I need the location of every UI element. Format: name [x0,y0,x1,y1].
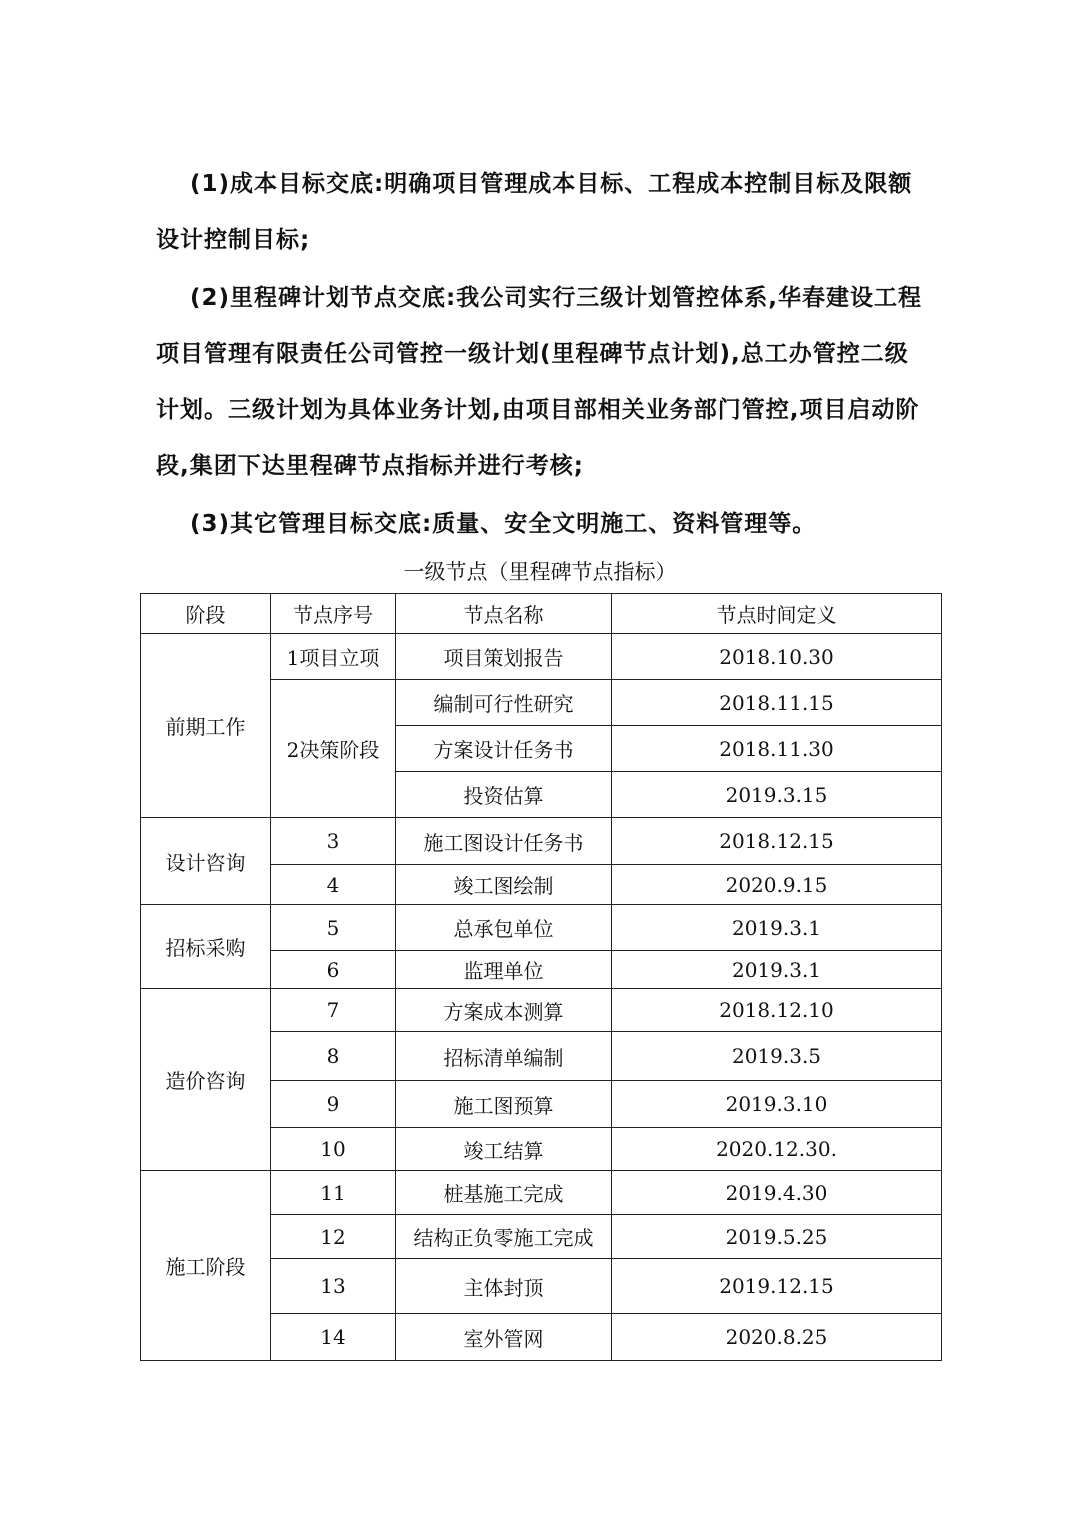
name-cell: 竣工结算 [396,1128,612,1171]
name-cell: 编制可行性研究 [396,680,612,726]
seq-cell: 7 [271,989,396,1032]
date-cell: 2020.12.30. [612,1128,942,1171]
stage-cell: 造价咨询 [141,989,271,1171]
table-caption: 一级节点（里程碑节点指标） [403,560,677,584]
date-cell: 2019.5.25 [612,1215,942,1259]
name-cell: 招标清单编制 [396,1032,612,1081]
paragraph-other-targets: (3)其它管理目标交底:质量、安全文明施工、资料管理等。 [190,511,817,537]
header-name: 节点名称 [396,594,612,634]
name-cell: 结构正负零施工完成 [396,1215,612,1259]
seq-cell: 2决策阶段 [271,680,396,818]
seq-cell: 14 [271,1314,396,1361]
date-cell: 2018.12.10 [612,989,942,1032]
seq-cell: 3 [271,818,396,865]
date-cell: 2020.8.25 [612,1314,942,1361]
paragraph-cost-target: (1)成本目标交底:明确项目管理成本目标、工程成本控制目标及限额设计控制目标; [156,171,913,253]
date-cell: 2018.10.30 [612,634,942,680]
name-cell: 投资估算 [396,772,612,818]
table-row [141,1171,942,1215]
paragraph-milestone-plan: (2)里程碑计划节点交底:我公司实行三级计划管控体系,华春建设工程项目管理有限责任公司管控一级计划(里程碑节点计划),总工办管控二级计划。三级计划为具体业务计划,由项目部相关业务部门管控,项目启动阶段,集团下达里程碑节点指标并进行考核; [156,285,922,479]
name-cell: 室外管网 [396,1314,612,1361]
table-row [141,989,942,1032]
date-cell: 2019.3.15 [612,772,942,818]
date-cell: 2019.3.5 [612,1032,942,1081]
header-stage: 阶段 [141,594,271,634]
seq-cell: 6 [271,951,396,989]
stage-cell: 施工阶段 [141,1171,271,1361]
name-cell: 方案设计任务书 [396,726,612,772]
table-row [141,818,942,865]
name-cell: 施工图预算 [396,1081,612,1128]
milestone-table [140,593,942,1361]
seq-cell: 4 [271,865,396,905]
name-cell: 施工图设计任务书 [396,818,612,865]
seq-cell: 8 [271,1032,396,1081]
table-header-row [141,594,942,634]
name-cell: 方案成本测算 [396,989,612,1032]
stage-cell: 前期工作 [141,634,271,818]
date-cell: 2019.3.10 [612,1081,942,1128]
stage-cell: 招标采购 [141,905,271,989]
header-date: 节点时间定义 [612,594,942,634]
date-cell: 2019.4.30 [612,1171,942,1215]
date-cell: 2019.3.1 [612,905,942,951]
stage-cell: 设计咨询 [141,818,271,905]
name-cell: 监理单位 [396,951,612,989]
seq-cell: 9 [271,1081,396,1128]
date-cell: 2018.12.15 [612,818,942,865]
table-row [141,905,942,951]
name-cell: 主体封顶 [396,1259,612,1314]
date-cell: 2018.11.30 [612,726,942,772]
date-cell: 2018.11.15 [612,680,942,726]
table-row [141,634,942,680]
seq-cell: 10 [271,1128,396,1171]
date-cell: 2020.9.15 [612,865,942,905]
seq-cell: 13 [271,1259,396,1314]
seq-cell: 1项目立项 [271,634,396,680]
header-seq: 节点序号 [271,594,396,634]
name-cell: 项目策划报告 [396,634,612,680]
date-cell: 2019.3.1 [612,951,942,989]
seq-cell: 12 [271,1215,396,1259]
name-cell: 桩基施工完成 [396,1171,612,1215]
name-cell: 竣工图绘制 [396,865,612,905]
name-cell: 总承包单位 [396,905,612,951]
seq-cell: 11 [271,1171,396,1215]
date-cell: 2019.12.15 [612,1259,942,1314]
seq-cell: 5 [271,905,396,951]
